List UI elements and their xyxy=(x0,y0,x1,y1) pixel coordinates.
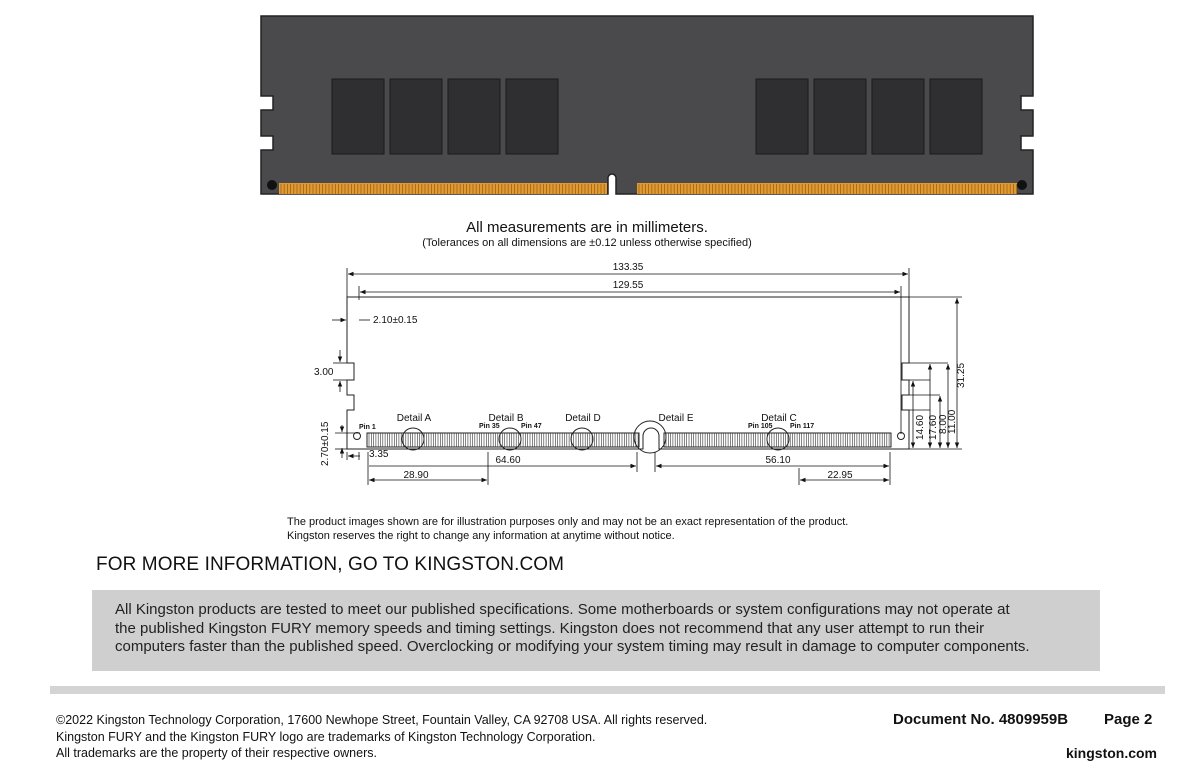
dim-key-center: 64.60 xyxy=(495,455,521,466)
trademark-text-2: All trademarks are the property of their respective owners. xyxy=(56,746,377,760)
product-image-disclaimer xyxy=(287,515,848,543)
detail-e-label: Detail E xyxy=(658,413,694,424)
pin-117-label: Pin 117 xyxy=(790,423,815,430)
pin1-hole xyxy=(354,433,361,440)
pin-ticks xyxy=(369,433,889,447)
dim-right-span: 56.10 xyxy=(765,455,791,466)
dim-inner-length: 129.55 xyxy=(612,280,644,291)
tolerance-note: (Tolerances on all dimensions are ±0.12 unless otherwise specified) xyxy=(422,237,752,249)
dim-pin-height: 2.70±0.15 xyxy=(320,421,331,466)
pin-35-label: Pin 35 xyxy=(479,423,500,430)
copyright-text: ©2022 Kingston Technology Corporation, 17600 Newhope Street, Fountain Valley, CA 92708 USA. All rights reserved. xyxy=(56,713,708,727)
dim-pin1-offset: 3.35 xyxy=(369,449,389,460)
detail-a-label: Detail A xyxy=(396,413,432,424)
dim-h1: 14.60 xyxy=(915,414,926,440)
pin-47-label: Pin 47 xyxy=(521,423,542,430)
disclaimer-line-1: The product images shown are for illustration purposes only and may not be an exact representation of the product. xyxy=(287,516,849,528)
footer-divider xyxy=(50,686,1165,694)
module-outline xyxy=(347,297,909,449)
notice-line-1: All Kingston products are tested to meet our published specifications. Some motherboards or system configurations may not operate at xyxy=(115,601,1010,618)
dim-notch-height: 3.00 xyxy=(314,367,334,378)
pin-strip-left xyxy=(367,433,639,447)
detail-c-label: Detail C xyxy=(761,413,797,424)
detail-b-label: Detail B xyxy=(488,413,524,424)
footer-legal xyxy=(56,712,707,762)
pin-105-label: Pin 105 xyxy=(748,423,773,430)
dim-overall-length: 133.35 xyxy=(612,262,644,273)
detail-d-label: Detail D xyxy=(565,413,601,424)
page-number: Page 2 xyxy=(1104,711,1153,728)
dim-right-key: 22.95 xyxy=(827,470,853,481)
notice-line-3: computers faster than the published speed. Overclocking or modifying your system timing may result in damage to computer components. xyxy=(115,638,1030,655)
trademark-text-1: Kingston FURY and the Kingston FURY logo are trademarks of Kingston Technology Corporation. xyxy=(56,729,596,744)
measurement-note-title: All measurements are in millimeters. xyxy=(466,219,708,236)
dim-key-left: 28.90 xyxy=(403,470,429,481)
dim-h2: 17.60 xyxy=(928,414,939,440)
notice-line-2: the published Kingston FURY memory speeds and timing settings. Kingston does not recommend that any user attempt to run their xyxy=(115,619,985,637)
document-number: Document No. 4809959B xyxy=(893,711,1069,728)
disclaimer-line-2: Kingston reserves the right to change any information at anytime without notice. xyxy=(287,530,675,542)
dim-edge-offset: 2.10±0.15 xyxy=(373,315,418,326)
testing-notice-box xyxy=(92,590,1100,671)
website-link[interactable]: kingston.com xyxy=(1066,745,1158,761)
more-info-heading: FOR MORE INFORMATION, GO TO KINGSTON.COM xyxy=(96,554,565,575)
dim-h4: 11.00 xyxy=(947,409,958,434)
dim-total-height: 31.25 xyxy=(956,362,967,388)
dim-h3: 8.00 xyxy=(938,414,949,434)
pin-1-label: Pin 1 xyxy=(359,424,376,431)
